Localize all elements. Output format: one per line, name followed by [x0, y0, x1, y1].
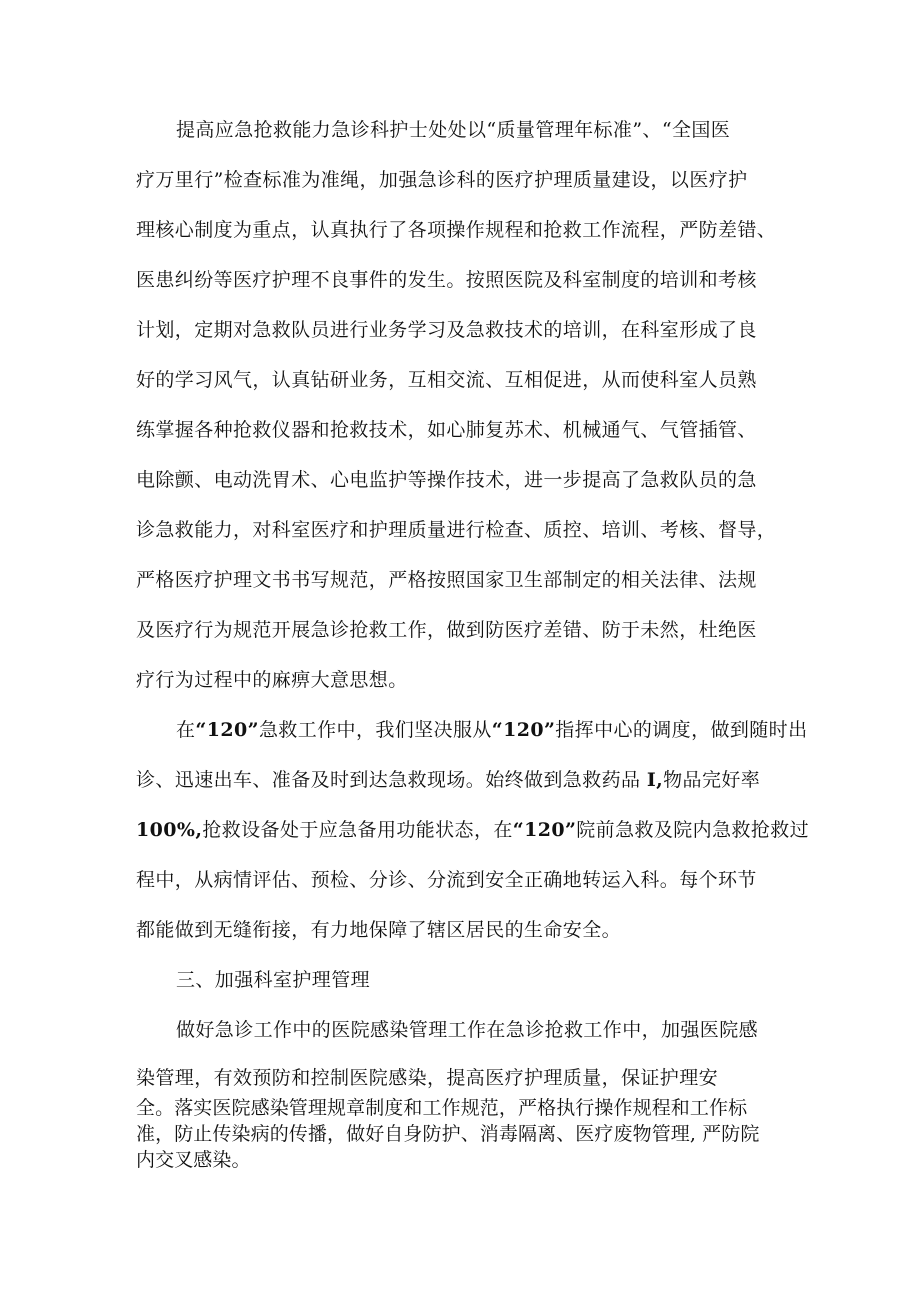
- text-span: 院前急救及院内急救抢救过: [576, 819, 810, 841]
- percent-value: 100%,: [136, 819, 203, 841]
- paragraph-1-line-11: 及医疗行为规范开展急诊抢救工作，做到防医疗差错、防于未然，杜绝医: [136, 619, 757, 641]
- text-span: 物品完好率: [663, 769, 761, 791]
- paragraph-3-line-4: 准，防止传染病的传播，做好自身防护、消毒隔离、医疗废物管理, 严防院: [136, 1123, 760, 1145]
- text-span: 急救工作中，我们坚决服从: [258, 719, 492, 741]
- paragraph-3-line-5: 内交叉感染。: [136, 1149, 251, 1171]
- paragraph-1-line-1: 提高应急抢救能力急诊科护士处处以“质量管理年标准”、“全国医: [176, 119, 731, 141]
- paragraph-1-line-3: 理核心制度为重点，认真执行了各项操作规程和抢救工作流程，严防差错、: [136, 219, 777, 241]
- paragraph-2-line-1: [176, 718, 807, 742]
- paragraph-1-line-12: 疗行为过程中的麻痹大意思想。: [136, 669, 408, 691]
- text-span: 诊、迅速出车、准备及时到达急救现场。始终做到急救药品: [136, 769, 647, 791]
- paragraph-2-line-4: 程中，从病情评估、预检、分诊、分流到安全正确地转运入科。每个环节: [136, 869, 757, 891]
- paragraph-1-line-9: 诊急救能力，对科室医疗和护理质量进行检查、质控、培训、考核、督导，: [136, 519, 777, 541]
- number-120: “120”: [195, 719, 259, 741]
- roman-numeral: I,: [646, 769, 664, 791]
- paragraph-2-line-3: [136, 818, 809, 842]
- number-120: “120”: [491, 719, 556, 741]
- paragraph-3-line-3: 全。落实医院感染管理规章制度和工作规范，严格执行操作规程和工作标: [136, 1097, 748, 1119]
- text-span: 在: [176, 719, 196, 741]
- paragraph-3-line-2: 染管理，有效预防和控制医院感染，提高医疗护理质量，保证护理安: [136, 1067, 719, 1089]
- paragraph-1-line-7: 练掌握各种抢救仪器和抢救技术，如心肺复苏术、机械通气、气管插管、: [136, 419, 757, 441]
- text-span: 抢救设备处于应急备用功能状态，在: [202, 819, 513, 841]
- paragraph-1-line-4: 医患纠纷等医疗护理不良事件的发生。按照医院及科室制度的培训和考核: [136, 269, 757, 291]
- paragraph-1-line-6: 好的学习风气，认真钻研业务，互相交流、互相促进，从而使科室人员熟: [136, 369, 757, 391]
- section-heading: 三、加强科室护理管理: [176, 969, 371, 991]
- paragraph-3-line-1: 做好急诊工作中的医院感染管理工作在急诊抢救工作中，加强医院感: [176, 1019, 759, 1041]
- paragraph-1-line-8: 电除颤、电动洗胃术、心电监护等操作技术，进一步提高了急救队员的急: [136, 469, 757, 491]
- paragraph-1-line-2: 疗万里行”检查标准为准绳，加强急诊科的医疗护理质量建设，以医疗护: [136, 169, 748, 191]
- paragraph-2-line-2: [136, 768, 760, 792]
- text-span: 指挥中心的调度，做到随时出: [555, 719, 808, 741]
- paragraph-1-line-5: 计划，定期对急救队员进行业务学习及急救技术的培训，在科室形成了良: [136, 319, 757, 341]
- number-120: “120”: [512, 819, 577, 841]
- paragraph-1-line-10: 严格医疗护理文书书写规范，严格按照国家卫生部制定的相关法律、法规: [136, 569, 757, 591]
- paragraph-2-line-5: 都能做到无缝衔接，有力地保障了辖区居民的生命安全。: [136, 919, 622, 941]
